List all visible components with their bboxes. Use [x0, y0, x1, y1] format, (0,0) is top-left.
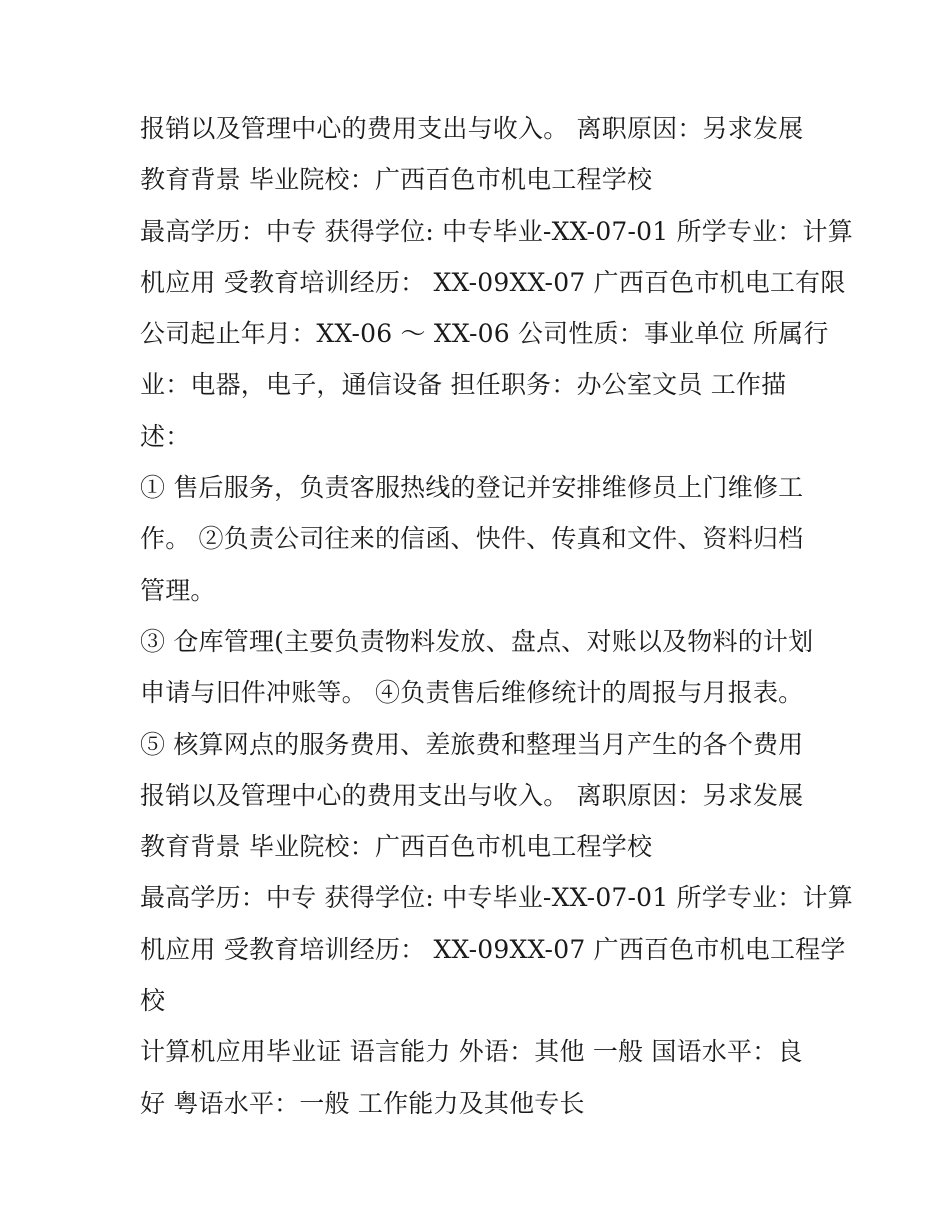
text-line: 述： — [140, 421, 191, 451]
text-line: 教育背景 毕业院校：广西百色市机电工程学校 — [140, 832, 653, 862]
text-line: 管理。 — [140, 575, 216, 605]
text-line: 业：电器，电子，通信设备 担任职务：办公室文员 工作描 — [140, 370, 787, 400]
text-line: ① 售后服务，负责客服热线的登记并安排维修员上门维修工 — [140, 473, 804, 503]
text-line: 报销以及管理中心的费用支出与收入。 离职原因：另求发展 — [140, 114, 804, 143]
text-line: ⑤ 核算网点的服务费用、差旅费和整理当月产生的各个费用 — [140, 729, 804, 759]
text-line: 报销以及管理中心的费用支出与收入。 离职原因：另求发展 — [140, 780, 804, 810]
text-line: 机应用 受教育培训经历： XX-09XX-07 广西百色市机电工有限 — [140, 267, 846, 297]
text-line: 申请与旧件冲账等。 ④负责售后维修统计的周报与月报表。 — [140, 678, 804, 708]
text-line: ③ 仓库管理(主要负责物料发放、盘点、对账以及物料的计划 — [140, 626, 814, 656]
text-line: 好 粤语水平：一般 工作能力及其他专长 — [140, 1088, 585, 1118]
text-line: 计算机应用毕业证 语言能力 外语：其他 一般 国语水平：良 — [140, 1037, 803, 1067]
text-line: 最高学历：中专 获得学位: 中专毕业-XX-07-01 所学专业：计算 — [140, 883, 853, 913]
resume-text-block — [140, 103, 853, 1129]
text-line: 机应用 受教育培训经历： XX-09XX-07 广西百色市机电工程学 — [140, 934, 846, 964]
text-line: 作。 ②负责公司往来的信函、快件、传真和文件、资料归档 — [140, 524, 804, 554]
text-line: 公司起止年月：XX-06 ～ XX-06 公司性质：事业单位 所属行 — [140, 319, 829, 349]
text-line: 教育背景 毕业院校：广西百色市机电工程学校 — [140, 165, 653, 195]
text-line: 最高学历：中专 获得学位: 中专毕业-XX-07-01 所学专业：计算 — [140, 216, 853, 246]
text-line: 校 — [140, 986, 166, 1016]
